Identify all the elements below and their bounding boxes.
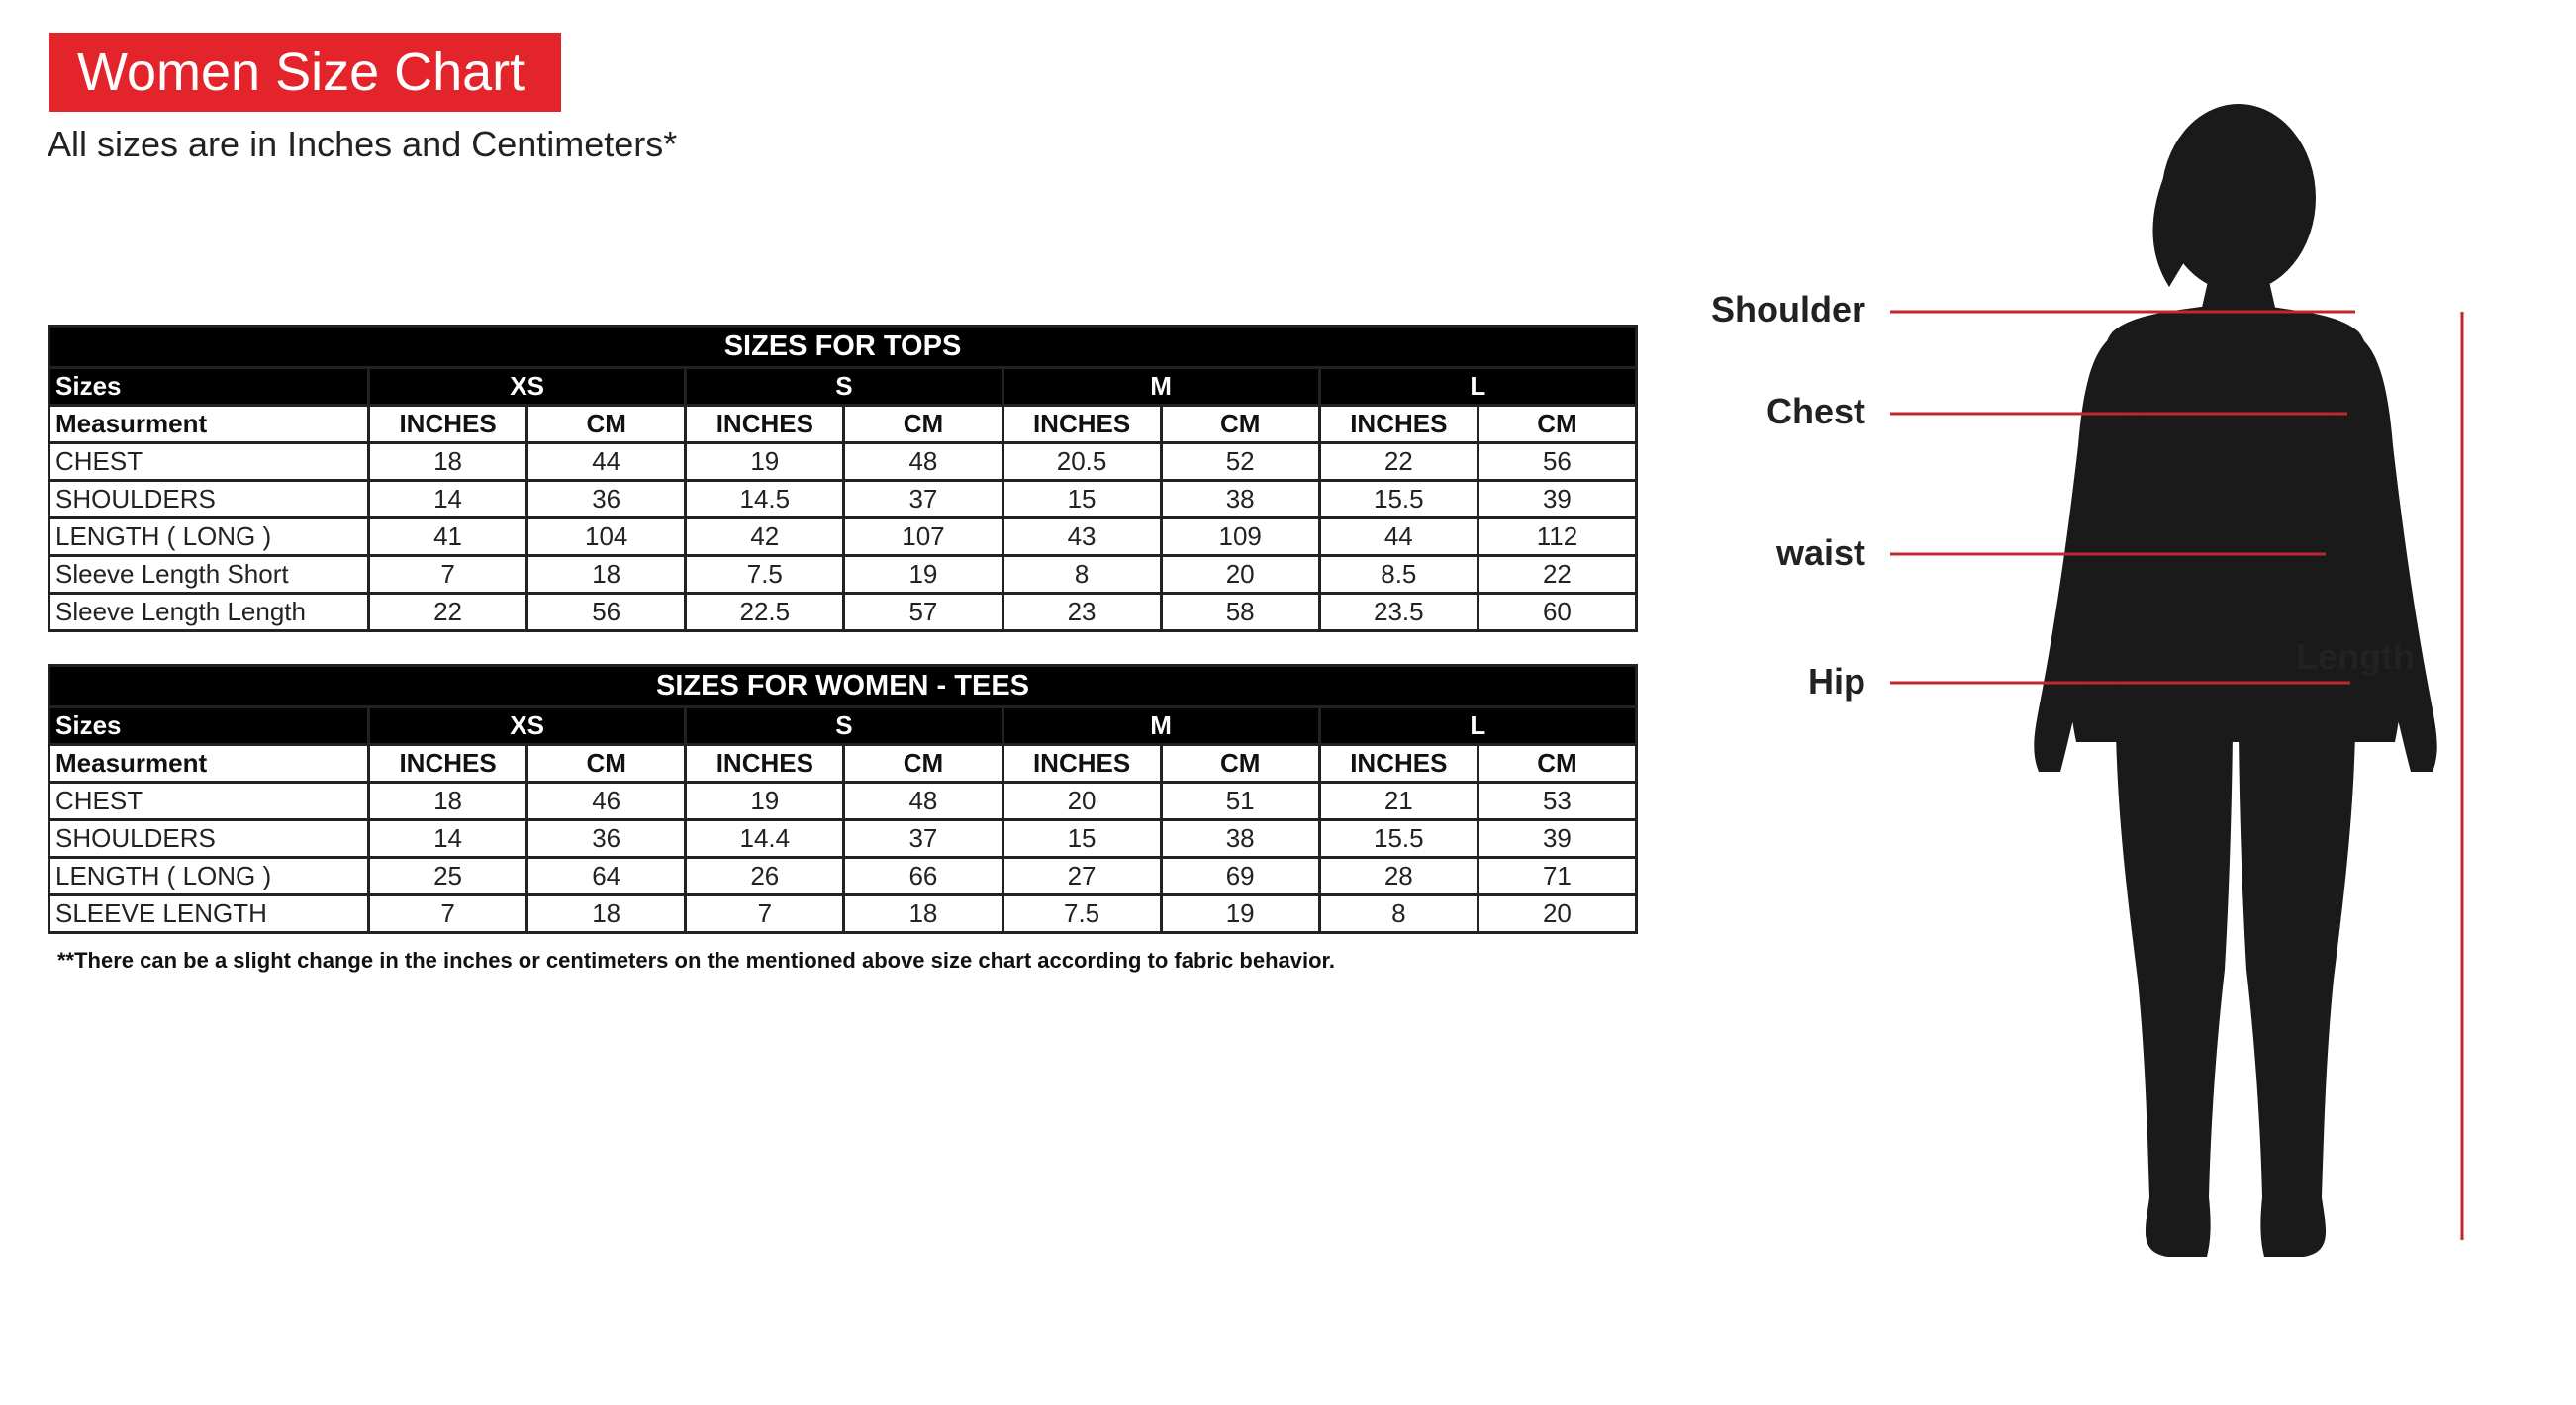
body-figure-illustration (1702, 89, 2533, 1316)
footnote: **There can be a slight change in the inches or centimeters on the mentioned above size chart according to fabric behavior. (57, 948, 1335, 973)
row-label: LENGTH ( LONG ) (49, 518, 369, 556)
measure-label: Measurment (49, 406, 369, 443)
table-cell: 18 (369, 783, 527, 820)
hip-label: Hip (1808, 661, 1865, 702)
size-header: M (1002, 368, 1319, 406)
table-cell: 14 (369, 481, 527, 518)
table-cell: 71 (1478, 858, 1636, 895)
table-cell: 20 (1478, 895, 1636, 933)
unit-header: INCHES (369, 745, 527, 783)
table-row (49, 895, 1637, 933)
unit-header: INCHES (1002, 406, 1161, 443)
table-cell: 20 (1002, 783, 1161, 820)
table-cell: 7.5 (1002, 895, 1161, 933)
table-cell: 8.5 (1319, 556, 1478, 594)
table-cell: 37 (844, 820, 1002, 858)
table-cell: 8 (1002, 556, 1161, 594)
unit-header: CM (1478, 406, 1636, 443)
row-label: CHEST (49, 783, 369, 820)
table-cell: 7 (686, 895, 844, 933)
shoulder-label: Shoulder (1710, 289, 1865, 329)
tops-size-table (48, 325, 1638, 632)
table-cell: 48 (844, 443, 1002, 481)
table-cell: 44 (1319, 518, 1478, 556)
unit-header: INCHES (1002, 745, 1161, 783)
sizes-row (49, 707, 1637, 745)
table-cell: 15 (1002, 820, 1161, 858)
table-cell: 22 (369, 594, 527, 631)
row-label: LENGTH ( LONG ) (49, 858, 369, 895)
table-cell: 48 (844, 783, 1002, 820)
table-cell: 7.5 (686, 556, 844, 594)
unit-header: CM (1161, 745, 1319, 783)
table-cell: 15.5 (1319, 481, 1478, 518)
table-row (49, 820, 1637, 858)
table-cell: 57 (844, 594, 1002, 631)
table-cell: 46 (527, 783, 686, 820)
woman-silhouette-icon (2034, 104, 2436, 1257)
chest-label: Chest (1765, 391, 1865, 431)
sizes-row (49, 368, 1637, 406)
unit-header: INCHES (686, 406, 844, 443)
table-cell: 7 (369, 556, 527, 594)
size-header: L (1319, 707, 1636, 745)
table-row (49, 594, 1637, 631)
unit-header: CM (844, 745, 1002, 783)
row-label: Sleeve Length Length (49, 594, 369, 631)
table-cell: 19 (844, 556, 1002, 594)
size-header: XS (369, 707, 686, 745)
unit-header: CM (1478, 745, 1636, 783)
table-cell: 20 (1161, 556, 1319, 594)
table-cell: 109 (1161, 518, 1319, 556)
table-row (49, 858, 1637, 895)
unit-header: INCHES (1319, 745, 1478, 783)
table-cell: 25 (369, 858, 527, 895)
table-cell: 66 (844, 858, 1002, 895)
table-cell: 37 (844, 481, 1002, 518)
table-cell: 51 (1161, 783, 1319, 820)
table-cell: 36 (527, 820, 686, 858)
row-label: SLEEVE LENGTH (49, 895, 369, 933)
length-label: Length (2296, 636, 2415, 677)
unit-header: CM (1161, 406, 1319, 443)
table-cell: 18 (844, 895, 1002, 933)
sizes-label: Sizes (49, 368, 369, 406)
table-cell: 22 (1478, 556, 1636, 594)
table-cell: 60 (1478, 594, 1636, 631)
page-subtitle: All sizes are in Inches and Centimeters* (48, 124, 678, 164)
table-cell: 22.5 (686, 594, 844, 631)
table-cell: 19 (1161, 895, 1319, 933)
table-cell: 38 (1161, 820, 1319, 858)
units-row (49, 745, 1637, 783)
table-cell: 19 (686, 443, 844, 481)
table-row (49, 783, 1637, 820)
table-cell: 52 (1161, 443, 1319, 481)
page-title: Women Size Chart (49, 33, 561, 112)
table-cell: 23.5 (1319, 594, 1478, 631)
table-cell: 23 (1002, 594, 1161, 631)
size-header: M (1002, 707, 1319, 745)
table-cell: 22 (1319, 443, 1478, 481)
table-cell: 15 (1002, 481, 1161, 518)
table-row (49, 518, 1637, 556)
table-cell: 53 (1478, 783, 1636, 820)
table-cell: 44 (527, 443, 686, 481)
table-cell: 112 (1478, 518, 1636, 556)
sizes-label: Sizes (49, 707, 369, 745)
waist-label: waist (1775, 532, 1865, 573)
row-label: SHOULDERS (49, 820, 369, 858)
table-cell: 26 (686, 858, 844, 895)
table-cell: 39 (1478, 820, 1636, 858)
table-title: SIZES FOR TOPS (49, 327, 1637, 368)
row-label: CHEST (49, 443, 369, 481)
table-cell: 107 (844, 518, 1002, 556)
table-cell: 15.5 (1319, 820, 1478, 858)
table-cell: 38 (1161, 481, 1319, 518)
table-row (49, 443, 1637, 481)
table-row (49, 481, 1637, 518)
table-cell: 19 (686, 783, 844, 820)
table-title: SIZES FOR WOMEN - TEES (49, 666, 1637, 707)
row-label: Sleeve Length Short (49, 556, 369, 594)
unit-header: CM (527, 745, 686, 783)
table-cell: 69 (1161, 858, 1319, 895)
table-cell: 39 (1478, 481, 1636, 518)
table-cell: 42 (686, 518, 844, 556)
table-cell: 43 (1002, 518, 1161, 556)
size-header: S (686, 707, 1002, 745)
table-cell: 7 (369, 895, 527, 933)
unit-header: INCHES (369, 406, 527, 443)
table-row (49, 556, 1637, 594)
unit-header: INCHES (686, 745, 844, 783)
measure-label: Measurment (49, 745, 369, 783)
table-cell: 18 (369, 443, 527, 481)
tees-size-table (48, 664, 1638, 934)
table-cell: 56 (527, 594, 686, 631)
table-cell: 14 (369, 820, 527, 858)
table-cell: 14.4 (686, 820, 844, 858)
units-row (49, 406, 1637, 443)
table-cell: 28 (1319, 858, 1478, 895)
size-header: S (686, 368, 1002, 406)
table-cell: 56 (1478, 443, 1636, 481)
unit-header: CM (527, 406, 686, 443)
table-cell: 36 (527, 481, 686, 518)
table-cell: 8 (1319, 895, 1478, 933)
size-header: XS (369, 368, 686, 406)
table-cell: 41 (369, 518, 527, 556)
table-cell: 64 (527, 858, 686, 895)
table-cell: 18 (527, 556, 686, 594)
table-cell: 20.5 (1002, 443, 1161, 481)
table-cell: 58 (1161, 594, 1319, 631)
row-label: SHOULDERS (49, 481, 369, 518)
unit-header: INCHES (1319, 406, 1478, 443)
table-cell: 14.5 (686, 481, 844, 518)
table-cell: 21 (1319, 783, 1478, 820)
table-cell: 27 (1002, 858, 1161, 895)
unit-header: CM (844, 406, 1002, 443)
table-cell: 104 (527, 518, 686, 556)
table-cell: 18 (527, 895, 686, 933)
size-header: L (1319, 368, 1636, 406)
